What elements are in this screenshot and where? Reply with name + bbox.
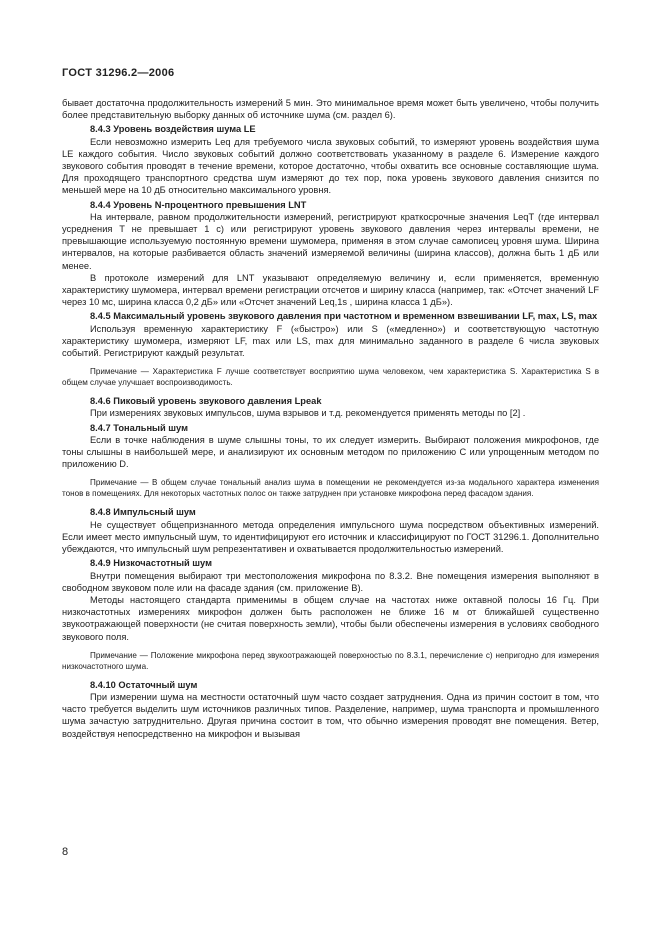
paragraph: Методы настоящего стандарта применимы в общем случае на частотах ниже октавной полосы 16 Гц. При низкочастотных измерениях микрофон должен быть расположен не ближе 16 м от ближайшей существенно звукоотражающей поверхности (не считая поверхность земли), чтобы были обеспечены измерения в условиях свободного звукового поля.: [62, 594, 599, 642]
paragraph: На интервале, равном продолжительности измерений, регистрируют краткосрочные значения LeqT (где интервал усреднения T не превышает 1 с) или регистрируют уровень звукового давления через интервалы времени, не превышающие используемую постоянную времени шумомера, применяя в этом случае самописец уровня шума. Ширина интервалов, на которые разбивается область значений измеряемой величины (ширина классов), должна быть 1 дБ или менее.: [62, 211, 599, 271]
paragraph: Используя временную характеристику F («быстро») или S («медленно») и соответствующую частотную характеристику шумомера, измеряют LF, max или LS, max для минимально заданного в разделе 6 числа звуковых событий. Регистрируют каждый результат.: [62, 323, 599, 359]
section-heading: 8.4.10 Остаточный шум: [90, 679, 198, 690]
section-heading: 8.4.3 Уровень воздействия шума LE: [90, 124, 256, 135]
paragraph: Если невозможно измерить Leq для требуемого числа звуковых событий, то измеряют уровень воздействия шума LE каждого события. Число звуковых событий должно соответствовать указанному в разделе 6. Измерение каждого звукового события проводят в течение времени, которое достаточно, чтобы охватить все основные составляющие шума. Для проходящего транспортного средства шум измеряют до тех пор, пока уровень звукового давления снизится по меньшей мере на 10 дБ относительно максимального уровня.: [62, 136, 599, 196]
section-heading: 8.4.7 Тональный шум: [90, 422, 188, 433]
section-heading: 8.4.8 Импульсный шум: [90, 507, 196, 518]
paragraph: При измерениях звуковых импульсов, шума взрывов и т.д. рекомендуется применять методы по [2] .: [90, 408, 526, 419]
document-body: [62, 97, 599, 740]
note: Примечание — В общем случае тональный анализ шума в помещении не рекомендуется из-за модального характера изменения тонов в помещениях. Для некоторых частотных полос он также затруднен при установке микрофона перед фасадом здания.: [62, 478, 599, 499]
paragraph: Если в точке наблюдения в шуме слышны тоны, то их следует измерить. Выбирают положения микрофонов, где тоны слышны в наибольшей мере, и анализируют их основным методом по приложению С или упрощенным методом по приложению D.: [62, 434, 599, 470]
section-heading: 8.4.9 Низкочастотный шум: [90, 558, 212, 569]
document-header: ГОСТ 31296.2—2006: [62, 67, 175, 79]
paragraph: Не существует общепризнанного метода определения импульсного шума посредством объективных измерений. Если имеет место импульсный шум, то идентифицируют его источник и классифицируют по ГОСТ 31296.1. Дополнительно убеждаются, что импульсный шум репрезентативен и охватывается продолжительностью измерений.: [62, 519, 599, 555]
paragraph: В протоколе измерений для LNT указывают определяемую величину и, если применяется, временную характеристику шумомера, интервал времени регистрации отсчетов и ширину класса (например, так: «Отсчет значений LF через 10 мс, ширина класса 0,2 дБ» или «Отсчет значений Leq,1s , ширина класса 1 дБ»).: [62, 272, 599, 308]
paragraph: При измерении шума на местности остаточный шум часто создает затруднения. Одна из причин состоит в том, что часто требуется выделить шум источников различных типов. Разделение, например, шума транспорта и промышленного шума зачастую затруднительно. Другая причина состоит в том, что обычно измерения проводят вне помещения. Ветер, воздействуя непосредственно на микрофон и вызывая: [62, 691, 599, 739]
section-heading: 8.4.6 Пиковый уровень звукового давления Lpeak: [90, 396, 322, 407]
section-heading: 8.4.5 Максимальный уровень звукового давления при частотном и временном взвешивании LF, max, LS, max: [90, 311, 598, 322]
paragraph: Внутри помещения выбирают три местоположения микрофона по 8.3.2. Вне помещения измерения выполняют в свободном звуковом поле или на фасаде здания (см. приложение В).: [62, 570, 599, 593]
note: Примечание — Характеристика F лучше соответствует восприятию шума человеком, чем характеристика S. Характеристика S в общем случае улучшает воспроизводимость.: [62, 367, 599, 388]
page-number: 8: [62, 846, 69, 858]
note: Примечание — Положение микрофона перед звукоотражающей поверхностью по 8.3.1, перечисление с) непригодно для измерения низкочастотного шума.: [62, 650, 599, 671]
paragraph: бывает достаточна продолжительность измерений 5 мин. Это минимальное время может быть увеличено, чтобы получить более представительную выборку данных об источнике шума (см. раздел 6).: [62, 98, 599, 121]
section-heading: 8.4.4 Уровень N-процентного превышения LNT: [90, 199, 307, 210]
